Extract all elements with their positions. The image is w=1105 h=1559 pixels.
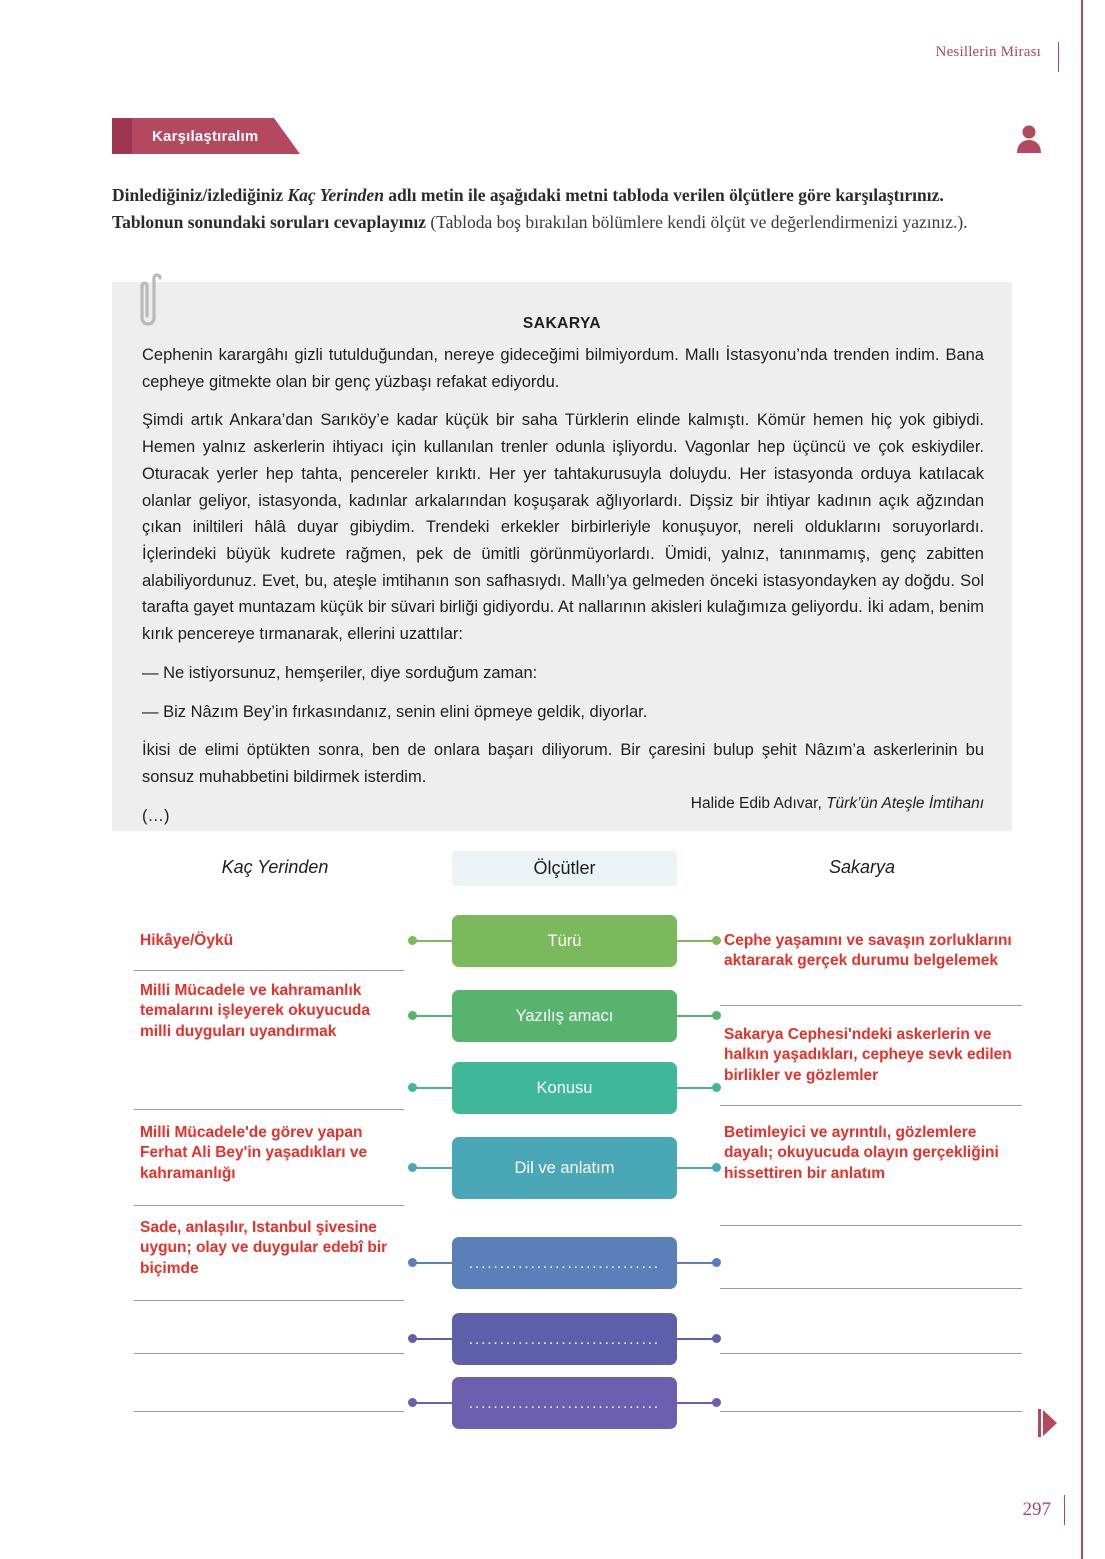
connector-left-2	[412, 1015, 452, 1017]
header-divider	[1058, 42, 1059, 72]
answer-left-1[interactable]: Hikâye/Öykü	[140, 932, 234, 949]
connector-left-6	[412, 1338, 452, 1340]
connector-dot-left-3	[408, 1083, 417, 1092]
answer-rule-left-4	[134, 1300, 404, 1301]
connector-dot-right-2	[712, 1011, 721, 1020]
reading-paragraph: (…)	[142, 806, 170, 825]
criterion-pill-blank-1[interactable]: ...............................	[452, 1237, 677, 1289]
connector-dot-left-1	[408, 936, 417, 945]
criterion-pill-konusu[interactable]: Konusu	[452, 1062, 677, 1114]
reading-source-work: Türk’ün Ateşle İmtihanı	[826, 795, 984, 812]
connector-dot-right-6	[712, 1334, 721, 1343]
banner-body	[132, 118, 300, 154]
answer-rule-right-2	[720, 1105, 1022, 1106]
answer-right-2[interactable]: Sakarya Cephesi'ndeki askerlerin ve halkın yaşadıkları, cepheye sevk edilen birlikler ve gözlemler	[724, 1026, 1012, 1084]
criterion-pill-turu[interactable]: Türü	[452, 915, 677, 967]
answer-rule-right-4	[720, 1288, 1022, 1289]
answer-rule-left-3	[134, 1205, 404, 1206]
column-header-right: Sakarya	[828, 857, 896, 877]
instruction-italic-title: Kaç Yerinden	[287, 185, 384, 205]
answer-rule-right-1	[720, 1005, 1022, 1006]
criterion-pill-dil-ve-anlatim[interactable]: Dil ve anlatım	[452, 1137, 677, 1199]
reading-paragraph: — Ne istiyorsunuz, hemşeriler, diye sorduğum zaman:	[142, 663, 538, 682]
instruction-part-2: adlı metin ile aşağıdaki metni tabloda verilen ölçütlere göre karşılaştırınız. Tablonun sonundaki soruları cevaplayınız	[112, 185, 944, 233]
reading-body	[142, 342, 984, 842]
connector-dot-left-2	[408, 1011, 417, 1020]
connector-dot-left-6	[408, 1334, 417, 1343]
column-header-left: Kaç Yerinden	[221, 857, 329, 877]
answer-rule-right-5	[720, 1353, 1022, 1354]
answer-rule-right-3	[720, 1225, 1022, 1226]
banner-accent-tab	[112, 118, 132, 154]
connector-dot-right-1	[712, 936, 721, 945]
reading-passage-box	[112, 282, 1012, 831]
connector-right-4	[677, 1167, 717, 1169]
connector-right-7	[677, 1402, 717, 1404]
answer-rule-left-6	[134, 1411, 404, 1412]
paperclip-icon	[130, 272, 174, 336]
criterion-pill-blank-3[interactable]: ...............................	[452, 1377, 677, 1429]
reading-title: SAKARYA	[522, 315, 602, 332]
connector-dot-right-7	[712, 1398, 721, 1407]
activity-instructions	[112, 182, 1012, 236]
reading-paragraph: — Biz Nâzım Bey’in fırkasındanız, senin elini öpmeye geldik, diyorlar.	[142, 702, 648, 721]
criterion-pill-yazilis-amaci[interactable]: Yazılış amacı	[452, 990, 677, 1042]
connector-right-2	[677, 1015, 717, 1017]
connector-dot-right-3	[712, 1083, 721, 1092]
page-number: 297	[1022, 1499, 1051, 1520]
connector-dot-right-5	[712, 1258, 721, 1267]
answer-right-1[interactable]: Cephe yaşamını ve savaşın zorluklarını aktararak gerçek durumu belgelemek	[724, 932, 1012, 970]
page-number-rule	[1064, 1495, 1065, 1525]
running-header-title: Nesillerin Mirası	[935, 44, 1041, 60]
person-icon	[1015, 124, 1043, 154]
next-page-arrow-icon[interactable]	[1038, 1409, 1058, 1437]
section-banner	[112, 118, 300, 154]
answer-left-2[interactable]: Milli Mücadele ve kahramanlık temalarını işleyerek okuyucuda milli duyguları uyandırmak	[140, 982, 371, 1040]
instruction-part-1: Dinlediğiniz/izlediğiniz	[112, 185, 288, 205]
instruction-light-note: (Tabloda boş bırakılan bölümlere kendi ölçüt ve değerlendirmenizi yazınız.).	[425, 212, 968, 233]
connector-left-4	[412, 1167, 452, 1169]
reading-paragraph: Cephenin karargâhı gizli tutulduğundan, nereye gideceğimi bilmiyordum. Mallı İstasyonu’nda trenden indim. Bana cepheye gitmekte olan bir genç yüzbaşı refakat ediyordu.	[142, 346, 984, 391]
connector-left-1	[412, 940, 452, 942]
answer-left-4[interactable]: Sade, anlaşılır, Istanbul şivesine uygun; olay ve duygular edebî bir biçimde	[140, 1219, 388, 1277]
reading-paragraph: İkisi de elimi öptükten sonra, ben de onlara başarı diliyorum. Bir çaresini bulup şehit Nâzım’a askerlerinin bu sonsuz muhabbetini bildirmek isterdim.	[142, 741, 984, 787]
connector-left-5	[412, 1262, 452, 1264]
answer-right-3[interactable]: Betimleyici ve ayrıntılı, gözlemlere dayalı; okuyucuda olayın gerçekliğini hissettiren bir anlatım	[724, 1124, 999, 1182]
connector-left-7	[412, 1402, 452, 1404]
column-header-middle: Ölçütler	[452, 851, 677, 886]
answer-rule-left-2	[134, 1109, 404, 1110]
criterion-pill-blank-2[interactable]: ...............................	[452, 1313, 677, 1365]
answer-rule-left-1	[134, 970, 404, 971]
connector-dot-right-4	[712, 1163, 721, 1172]
reading-source-author: Halide Edib Adıvar,	[690, 795, 827, 812]
connector-right-5	[677, 1262, 717, 1264]
answer-rule-right-6	[720, 1411, 1022, 1412]
connector-right-3	[677, 1087, 717, 1089]
reading-paragraph: Şimdi artık Ankara’dan Sarıköy’e kadar küçük bir saha Türklerin elinde kalmıştı. Kömür hemen hiç yok gibiydi. Hemen yalnız askerlerin ihtiyacı için kullanılan trenler odunla işliyordu. Vagonlar hep üçüncü ve çok eskiydiler. Oturacak yerler hep tahta, pencereler kırıktı. Her yer tahtakurusuyla doluydu. Her istasyonda orduya katılacak olanlar geliyor, istasyonda, kadınlar arkalarından koşuşarak ağlıyorlardı. Dişsiz bir ihtiyar kadının açık ağzından çıkan iniltileri hâlâ duyar gibiydim. Trendeki erkekler birbirleriyle konuşuyor, nereli olduklarını soruyorlardı. İçlerindeki büyük kudrete rağmen, pek de ümitli görünmüyorlardı. Ümidi, yalnız, tanınmamış, genç zabitten alabiliyordunuz. Evet, bu, ateşle imtihanın son safhasıydı. Mallı’ya gelmeden önceki istasyondayken ay doğdu. Sol tarafta gayet muntazam küçük bir süvari birliği gidiyordu. At nallarının akisleri kulağımıza geliyordu. İki adam, benim kırık pencereye tırmanarak, ellerini uzattılar:	[142, 411, 984, 644]
connector-dot-left-4	[408, 1163, 417, 1172]
connector-left-3	[412, 1087, 452, 1089]
right-margin-rule	[1081, 0, 1083, 1559]
connector-dot-left-5	[408, 1258, 417, 1267]
reading-source	[691, 795, 984, 813]
connector-dot-left-7	[408, 1398, 417, 1407]
answer-rule-left-5	[134, 1353, 404, 1354]
connector-right-6	[677, 1338, 717, 1340]
connector-right-1	[677, 940, 717, 942]
banner-label: Karşılaştıralım	[152, 127, 259, 145]
answer-left-3[interactable]: Milli Mücadele'de görev yapan Ferhat Ali Bey'in yaşadıkları ve kahramanlığı	[140, 1124, 368, 1182]
comparison-diagram	[112, 845, 1022, 1465]
